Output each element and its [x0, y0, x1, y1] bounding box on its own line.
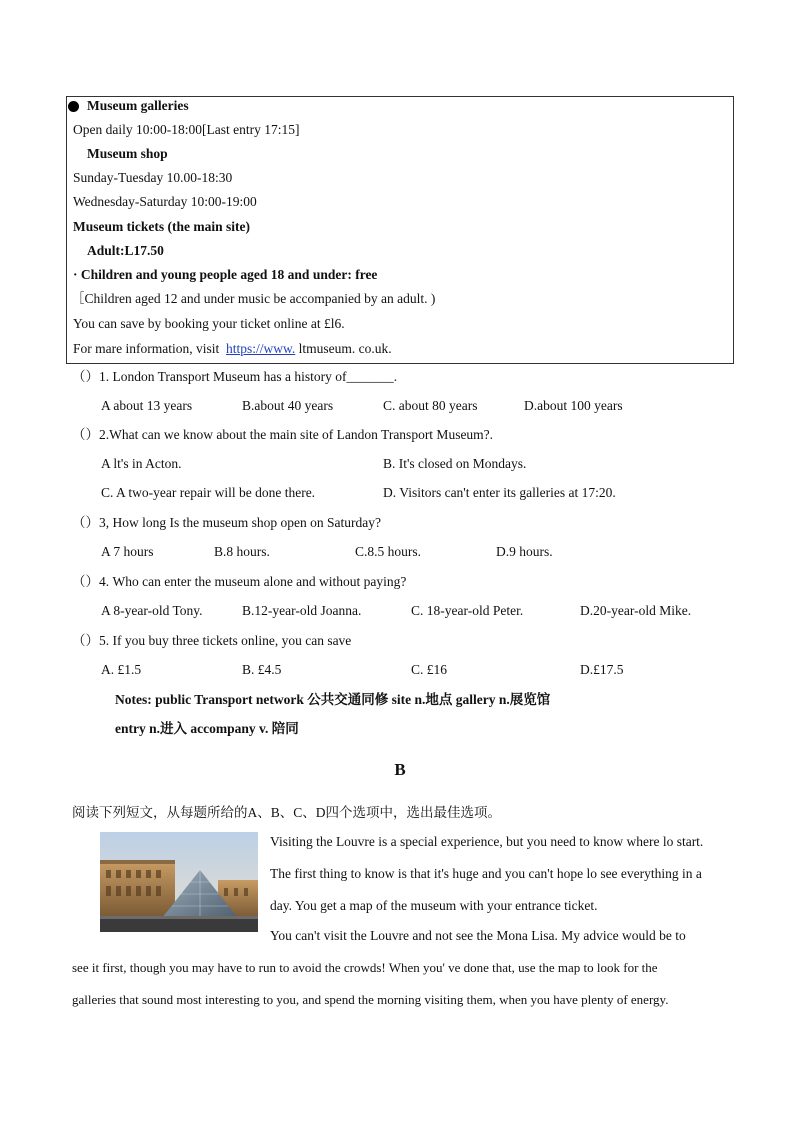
museum-link[interactable]: https://www. [225, 341, 296, 356]
q2-option-a[interactable]: A lt's in Acton. [101, 456, 182, 471]
more-info-suffix: ltmuseum. co.uk. [295, 341, 392, 356]
museum-info-box [66, 96, 734, 364]
question-1: （）1. London Transport Museum has a history of_______. [72, 369, 398, 384]
question-3: （）3, How long Is the museum shop open on Saturday? [72, 515, 381, 530]
more-info [73, 340, 392, 358]
passage-line-1: Visiting the Louvre is a special experience, but you need to know where lo start. [270, 834, 704, 849]
q3-option-b[interactable]: B.8 hours. [214, 544, 270, 559]
passage-line-4: You can't visit the Louvre and not see the Mona Lisa. My advice would be to [270, 928, 686, 943]
q2-option-c[interactable]: C. A two-year repair will be done there. [101, 485, 316, 500]
louvre-photo [100, 832, 258, 932]
notes-line-1: Notes: public Transport network 公共交通同修 site n.地点 gallery n.展览馆 [115, 692, 551, 707]
online-save: You can save by booking your ticket online at £l6. [73, 316, 345, 331]
gallery-hours: Open daily 10:00-18:00[Last entry 17:15] [73, 122, 300, 137]
q3-option-c[interactable]: C.8.5 hours. [355, 544, 422, 559]
section-heading: B [394, 760, 406, 779]
q4-option-b[interactable]: B.12-year-old Joanna. [242, 603, 362, 618]
q5-option-b[interactable]: B. £4.5 [242, 662, 282, 677]
q3-option-a[interactable]: A 7 hours [101, 544, 154, 559]
passage-line-5: see it first, though you may have to run to avoid the crowds! When you' ve done that, use the map to look for the [72, 960, 658, 975]
q4-option-a[interactable]: A 8-year-old Tony. [101, 603, 203, 618]
question-4: （）4. Who can enter the museum alone and without paying? [72, 574, 407, 589]
q5-option-d[interactable]: D.£17.5 [580, 662, 624, 677]
section-instruction: 阅读下列短文，从每题所给的A、B、C、D四个选项中，选出最佳选项。 [72, 805, 502, 820]
shop-hours-2: Wednesday-Saturday 10:00-19:00 [73, 194, 257, 209]
q1-option-c[interactable]: C. about 80 years [383, 398, 478, 413]
q4-option-c[interactable]: C. 18-year-old Peter. [411, 603, 524, 618]
adult-price: Adult:L17.50 [87, 243, 164, 258]
notes-line-2: entry n.进入 accompany v. 陪同 [115, 721, 299, 736]
passage-line-3: day. You get a map of the museum with your entrance ticket. [270, 898, 598, 913]
bullet-icon [68, 101, 79, 112]
q3-option-d[interactable]: D.9 hours. [496, 544, 553, 559]
q1-option-a[interactable]: A about 13 years [101, 398, 193, 413]
question-5: （）5. If you buy three tickets online, you can save [72, 633, 352, 648]
q4-option-d[interactable]: D.20-year-old Mike. [580, 603, 692, 618]
children-free: · Children and young people aged 18 and under: free [73, 267, 378, 282]
q5-option-c[interactable]: C. £16 [411, 662, 448, 677]
q2-option-d[interactable]: D. Visitors can't enter its galleries at 17:20. [383, 485, 616, 500]
q5-option-a[interactable]: A. £1.5 [101, 662, 142, 677]
passage-line-2: The first thing to know is that it's huge and you can't hope lo see everything in a [270, 866, 702, 881]
more-info-prefix: For mare information, visit [73, 341, 220, 356]
q1-option-d[interactable]: D.about 100 years [524, 398, 623, 413]
question-2: （）2.What can we know about the main site of Landon Transport Museum?. [72, 427, 494, 442]
children-note: ［Children aged 12 and under music be accompanied by an adult. ) [71, 291, 436, 306]
gallery-title: Museum galleries [87, 98, 189, 113]
tickets-title: Museum tickets (the main site) [73, 219, 250, 234]
passage-line-6: galleries that sound most interesting to you, and spend the morning visiting them, when you have plenty of energy. [72, 992, 669, 1007]
q1-option-b[interactable]: B.about 40 years [242, 398, 334, 413]
q2-option-b[interactable]: B. It's closed on Mondays. [383, 456, 527, 471]
shop-title: Museum shop [87, 146, 168, 161]
shop-hours-1: Sunday-Tuesday 10.00-18:30 [73, 170, 233, 185]
